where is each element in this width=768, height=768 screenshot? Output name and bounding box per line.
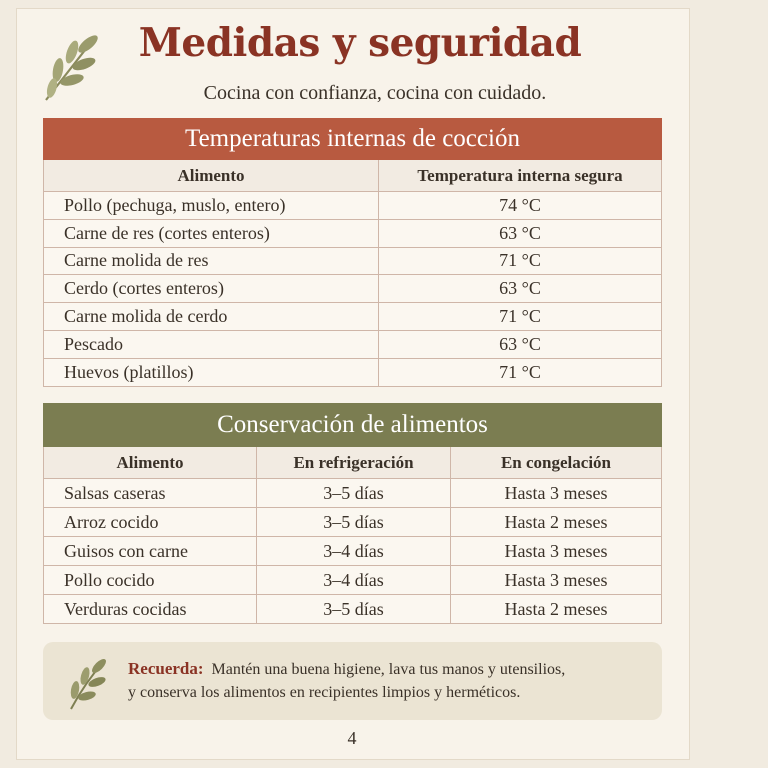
note-line-1 — [128, 659, 565, 679]
fridge-cell: 3–4 días — [257, 566, 451, 595]
table-row — [44, 508, 662, 537]
temperature-cell: 71 °C — [379, 247, 662, 275]
freezer-cell: Hasta 3 meses — [451, 537, 662, 566]
fridge-cell: 3–5 días — [257, 508, 451, 537]
reminder-note — [43, 642, 662, 720]
page-number: 4 — [347, 728, 357, 748]
table-row — [44, 192, 662, 220]
food-cell: Pescado — [44, 330, 379, 358]
food-cell: Verduras cocidas — [44, 595, 257, 624]
food-cell: Arroz cocido — [44, 508, 257, 537]
cooking-temperatures-table — [43, 118, 662, 387]
column-header: En refrigeración — [257, 447, 451, 479]
food-cell: Guisos con carne — [44, 537, 257, 566]
column-header: Alimento — [44, 447, 257, 479]
table-row — [44, 303, 662, 331]
freezer-cell: Hasta 2 meses — [451, 508, 662, 537]
freezer-cell: Hasta 3 meses — [451, 479, 662, 508]
table-title: Conservación de alimentos — [44, 404, 662, 447]
food-cell: Pollo cocido — [44, 566, 257, 595]
table-title: Temperaturas internas de cocción — [44, 119, 662, 160]
table-row — [44, 358, 662, 386]
temperature-cell: 63 °C — [379, 275, 662, 303]
food-storage-table — [43, 403, 662, 624]
temperature-cell: 63 °C — [379, 219, 662, 247]
page-title: Medidas y seguridad — [138, 20, 582, 66]
note-text-2: y conserva los alimentos en recipientes limpios y herméticos. — [128, 684, 521, 701]
table-row — [44, 330, 662, 358]
fridge-cell: 3–5 días — [257, 595, 451, 624]
food-cell: Pollo (pechuga, muslo, entero) — [44, 192, 379, 220]
column-header: Temperatura interna segura — [379, 160, 662, 192]
food-cell: Carne molida de cerdo — [44, 303, 379, 331]
freezer-cell: Hasta 3 meses — [451, 566, 662, 595]
food-cell: Salsas caseras — [44, 479, 257, 508]
food-cell: Carne de res (cortes enteros) — [44, 219, 379, 247]
table-row — [44, 595, 662, 624]
fridge-cell: 3–5 días — [257, 479, 451, 508]
table-row — [44, 247, 662, 275]
table-row — [44, 537, 662, 566]
temperature-cell: 71 °C — [379, 358, 662, 386]
table-row — [44, 275, 662, 303]
table-row — [44, 566, 662, 595]
food-cell: Cerdo (cortes enteros) — [44, 275, 379, 303]
temperature-cell: 74 °C — [379, 192, 662, 220]
freezer-cell: Hasta 2 meses — [451, 595, 662, 624]
column-header: Alimento — [44, 160, 379, 192]
note-label: Recuerda: — [128, 659, 204, 678]
food-cell: Carne molida de res — [44, 247, 379, 275]
fridge-cell: 3–4 días — [257, 537, 451, 566]
table-row — [44, 479, 662, 508]
table-row — [44, 219, 662, 247]
olive-branch-icon — [63, 654, 111, 712]
page-subtitle: Cocina con confianza, cocina con cuidado. — [203, 82, 547, 104]
note-text-1: Mantén una buena higiene, lava tus manos y utensilios, — [211, 661, 566, 678]
food-cell: Huevos (platillos) — [44, 358, 379, 386]
temperature-cell: 71 °C — [379, 303, 662, 331]
column-header: En congelación — [451, 447, 662, 479]
temperature-cell: 63 °C — [379, 330, 662, 358]
